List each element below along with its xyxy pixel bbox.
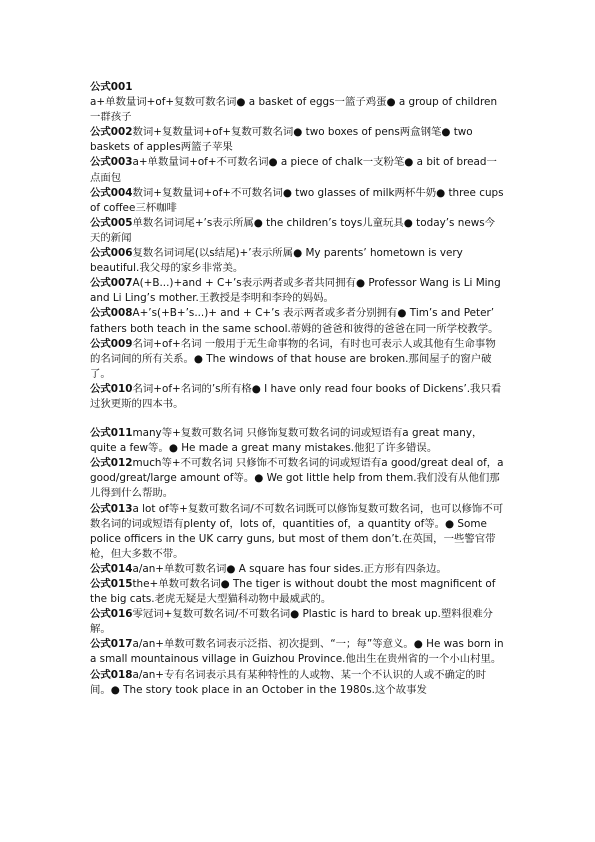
formula-label: 公式007 — [90, 277, 133, 290]
formula-label: 公式017 — [90, 638, 133, 651]
formula-label: 公式004 — [90, 186, 133, 199]
formula-label: 公式015 — [90, 578, 133, 590]
formula-label: 公式011 — [90, 427, 133, 440]
formula-011 — [90, 426, 505, 456]
formula-label: 公式006 — [90, 247, 133, 260]
formula-text: 零冠词+复数可数名词/不可数名词● Plastic is hard to break up.塑料很难分解。 — [90, 608, 493, 636]
formula-text: A(+B...)+and + C+’s表示两者或多者共同拥有● Professor Wang is Li Ming and Li Ling’s mother.王教授是李明和李玲的妈妈。 — [90, 277, 501, 305]
formula-text: 单数名词词尾+’s表示所属● the children’s toys儿童玩具● today’s news今天的新闻 — [90, 216, 496, 244]
formula-label: 公式005 — [90, 216, 133, 229]
formula-text: A+’s(+B+’s...)+ and + C+’s 表示两者或多者分别拥有● Tim’s and Peter’ fathers both teach in the same school.蒂姆的爸爸和彼得的爸爸在同一所学校教学。 — [90, 307, 499, 335]
formula-001 — [90, 80, 505, 125]
formula-014 — [90, 562, 505, 577]
formula-text: a+单数量词+of+复数可数名词● a basket of eggs一篮子鸡蛋● a group of children一群孩子 — [90, 96, 498, 124]
formula-label: 公式001 — [90, 81, 133, 93]
formula-text: many等+复数可数名词 只修饰复数可数名词的词或短语有a great many，quite a few等。● He made a great many mistakes.他犯了许多错误。 — [90, 427, 483, 455]
formula-label: 公式012 — [90, 457, 133, 470]
formula-text: a+单数量词+of+不可数名词● a piece of chalk一支粉笔● a bit of bread一点面包 — [90, 156, 497, 184]
formula-002 — [90, 125, 505, 155]
formula-018 — [90, 668, 505, 698]
formula-text: a/an+专有名词表示具有某种特性的人或物、某一个不认识的人或不确定的时间。● The story took place in an October in the 1980s.这个故事发 — [90, 668, 487, 696]
formula-005 — [90, 216, 505, 246]
formula-text: 名词+of+名词 一般用于无生命事物的名词，有时也可表示人或其他有生命事物的名词间的所有关系。● The windows of that house are broken.那间屋子的窗户破了。 — [90, 337, 496, 380]
formula-label: 公式014 — [90, 562, 133, 575]
formula-label: 公式013 — [90, 502, 133, 515]
formula-008 — [90, 306, 505, 336]
formula-006 — [90, 246, 505, 276]
formula-016 — [90, 607, 505, 637]
formula-label: 公式009 — [90, 337, 133, 350]
document-page — [90, 80, 505, 698]
formula-text: the+单数可数名词● The tiger is without doubt the most magnificent of the big cats.老虎无疑是大型猫科动物中最威武的。 — [90, 578, 496, 606]
section-spacer — [90, 412, 505, 426]
formula-013 — [90, 502, 505, 562]
formula-label: 公式016 — [90, 608, 133, 621]
formula-010 — [90, 382, 505, 412]
formula-label: 公式003 — [90, 156, 133, 169]
formula-label: 公式018 — [90, 668, 133, 681]
formula-text: 数词+复数量词+of+不可数名词● two glasses of milk两杯牛奶● three cups of coffee三杯咖啡 — [90, 186, 504, 214]
formula-text: 名词+of+名词的’s所有格● I have only read four books of Dickens’.我只看过狄更斯的四本书。 — [90, 382, 502, 410]
formula-009 — [90, 337, 505, 382]
section-nouns — [90, 80, 505, 412]
formula-text: 数词+复数量词+of+复数可数名词● two boxes of pens两盒钢笔● two baskets of apples两篮子苹果 — [90, 126, 473, 154]
formula-015 — [90, 577, 505, 607]
formula-012 — [90, 456, 505, 501]
formula-text: much等+不可数名词 只修饰不可数名词的词或短语有a good/great deal of，a good/great/large amount of等。● We got little help from them.我们没有从他们那儿得到什么帮助。 — [90, 457, 504, 500]
formula-text: a/an+单数可数名词● A square has four sides.正方形有四条边。 — [132, 562, 447, 575]
formula-text: a/an+单数可数名词表示泛指、初次提到、“一；每”等意义。● He was born in a small mountainous village in Guizhou Province.他出生在贵州省的一个小山村里。 — [90, 638, 504, 666]
formula-label: 公式002 — [90, 126, 133, 139]
formula-007 — [90, 276, 505, 306]
formula-003 — [90, 155, 505, 185]
formula-017 — [90, 637, 505, 667]
formula-label: 公式008 — [90, 307, 133, 320]
formula-text: a lot of等+复数可数名词/不可数名词既可以修饰复数可数名词，也可以修饰不可数名词的词或短语有plenty of，lots of，quantities of，a quantity of等。● Some police officers in the UK carry guns, but most of them don’t.在英国，一些警官带枪，但大多数不带。 — [90, 502, 504, 560]
formula-label: 公式010 — [90, 382, 133, 395]
section-determiners — [90, 426, 505, 698]
formula-004 — [90, 186, 505, 216]
formula-text: 复数名词词尾(以s结尾)+’表示所属● My parents’ hometown is very beautiful.我父母的家乡非常美。 — [90, 247, 463, 275]
